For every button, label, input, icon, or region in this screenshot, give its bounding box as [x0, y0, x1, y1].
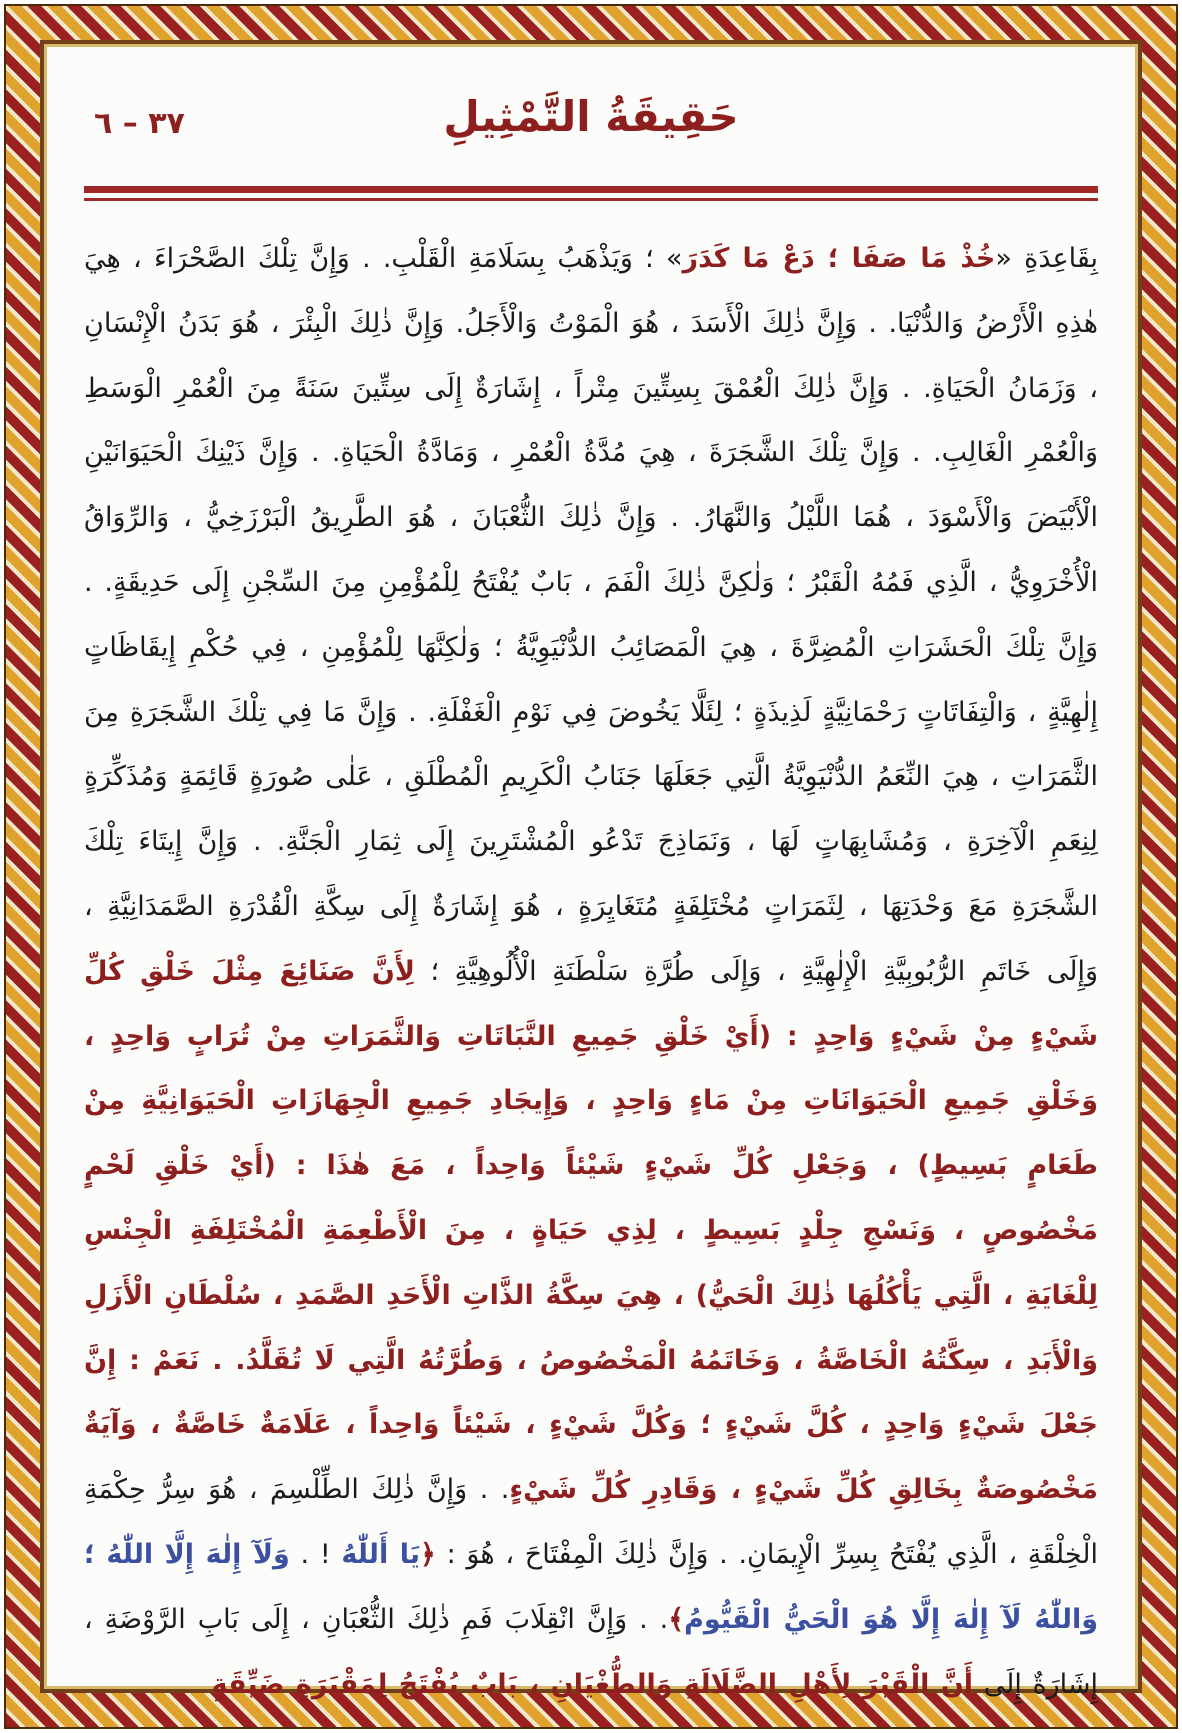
page-title: حَقِيقَةُ التَّمْثِيلِ — [443, 92, 739, 141]
body-text — [78, 227, 1104, 1717]
text-segment-ornament: ﴿ — [420, 1538, 436, 1570]
text-segment-black: . . وَإِنَّ انْقِلَابَ فَمِ ذٰلِكَ الثُّعْبَانِ ، إِلَى بَابِ الرَّوْضَةِ ، إِشَارَةٌ إِلَى — [84, 1603, 1098, 1700]
text-segment-blue: وَلَآ إِلٰهَ إِلَّا اللّٰهُ ؛ وَاللّٰهُ لَآ إِلٰهَ إِلَّا هُوَ الْحَيُّ الْقَيُّومُ — [84, 1538, 1098, 1635]
text-segment-black: . . وَإِنَّ ذٰلِكَ الطِّلْسِمَ ، هُوَ سِرُّ حِكْمَةِ الْخِلْقَةِ ، الَّذِي يُفْتَحُ بِسِرِّ الْإِيمَانِ. . وَإِنَّ ذٰلِكَ الْمِفْتَاحَ ، هُوَ : — [84, 1474, 1099, 1570]
text-segment-black: ! . — [289, 1538, 342, 1570]
text-segment-black: بِقَاعِدَةِ « — [995, 243, 1098, 274]
page-number: ٣٧ – ٦ — [94, 106, 185, 141]
text-segment-black: » ؛ وَيَذْهَبُ بِسَلَامَةِ الْقَلْبِ. . وَإِنَّ تِلْكَ الصَّحْرَاءَ ، هِيَ هٰذِهِ الْأَرْضُ وَالدُّنْيَا. . وَإِنَّ ذٰلِكَ الْأَسَدَ ، هُوَ الْمَوْتُ وَالْأَجَلُ. وَإِنَّ ذٰلِكَ الْبِئْرَ ، هُوَ بَدَنُ الْإِنْسَانِ ، وَزَمَانُ الْحَيَاةِ. . وَإِنَّ ذٰلِكَ الْعُمْقَ بِسِتِّينَ مِتْراً ، إِشَارَةٌ إِلَى سِتِّينَ سَنَةً مِنَ الْعُمْرِ الْوَسَطِ وَالْعُمْرِ الْغَالِبِ. . وَإِنَّ تِلْكَ الشَّجَرَةَ ، هِيَ مُدَّةُ الْعُمْرِ ، وَمَادَّةُ الْحَيَاةِ. . وَإِنَّ ذَيْنِكَ الْحَيَوَانَيْنِ الْأَبْيَضَ وَالْأَسْوَدَ ، هُمَا اللَّيْلُ وَالنَّهَارُ. . وَإِنَّ ذٰلِكَ الثُّعْبَانَ ، هُوَ الطَّرِيقُ الْبَرْزَخِيُّ ، وَالرِّوَاقُ الْأُخْرَوِيُّ ، الَّذِي فَمُهُ الْقَبْرُ ؛ وَلٰكِنَّ ذٰلِكَ الْفَمَ ، بَابٌ يُفْتَحُ لِلْمُؤْمِنِ مِنَ السِّجْنِ إِلَى حَدِيقَةٍ. . وَإِنَّ تِلْكَ الْحَشَرَاتِ الْمُضِرَّةَ ، هِيَ الْمَصَائِبُ الدُّنْيَوِيَّةُ ؛ وَلٰكِنَّهَا لِلْمُؤْمِنِ ، فِي حُكْمِ إِيقَاظَاتٍ إِلٰهِيَّةٍ ، وَالْتِفَاتَاتٍ رَحْمَانِيَّةٍ لَذِيذَةٍ ؛ لِئَلَّا يَخُوضَ فِي نَوْمِ الْغَفْلَةِ. . وَإِنَّ مَا فِي تِلْكَ الشَّجَرَةِ مِنَ الثَّمَرَاتِ ، هِيَ النِّعَمُ الدُّنْيَوِيَّةُ الَّتِي جَعَلَهَا جَنَابُ الْكَرِيمِ الْمُطْلَقِ ، عَلٰى صُورَةٍ قَائِمَةٍ وَمُذَكِّرَةٍ لِنِعَمِ الْآخِرَةِ ، وَمُشَابِهَاتٍ لَهَا ، وَنَمَاذِجَ تَدْعُو الْمُشْتَرِينَ إِلَى ثِمَارِ الْجَنَّةِ. . وَإِنَّ إِيتَاءَ تِلْكَ الشَّجَرَةِ مَعَ وَحْدَتِهَا ، لِثَمَرَاتٍ مُخْتَلِفَةٍ مُتَغَايِرَةٍ ، هُوَ إِشَارَةٌ إِلَى سِكَّةِ الْقُدْرَةِ الصَّمَدَانِيَّةِ ، وَإِلَى خَاتَمِ الرُّبُوبِيَّةِ الْإِلٰهِيَّةِ ، وَإِلَى طُرَّةِ سَلْطَنَةِ الْأُلُوهِيَّةِ ؛ — [84, 243, 1098, 987]
page-inner — [40, 40, 1142, 1700]
text-segment-blue: يَا أَللّٰهُ — [341, 1538, 421, 1570]
text-segment-red: أَنَّ الْقَبْرَ لِأَهْلِ الضَّلَالَةِ وَالطُّغْيَانِ ، بَابٌ يُفْتَحُ لِمَقْبَرَةٍ ضَيِّقَةٍ — [211, 1668, 974, 1700]
header-rule-thin — [84, 198, 1098, 201]
page-header — [78, 62, 1104, 172]
text-segment-red: لِأَنَّ صَنَائِعَ مِثْلَ خَلْقِ كُلِّ شَيْءٍ مِنْ شَيْءٍ وَاحِدٍ : (أَيْ خَلْقِ جَمِيعِ النَّبَاتَاتِ وَالثَّمَرَاتِ مِنْ تُرَابٍ وَاحِدٍ ، وَخَلْقِ جَمِيعِ الْحَيَوَانَاتِ مِنْ مَاءٍ وَاحِدٍ ، وَإِيجَادِ جَمِيعِ الْجِهَازَاتِ الْحَيَوَانِيَّةِ مِنْ طَعَامٍ بَسِيطٍ) ، وَجَعْلِ كُلِّ شَيْءٍ شَيْئاً وَاحِداً ، مَعَ هٰذَا : (أَيْ خَلْقِ لَحْمٍ مَخْصُوصٍ ، وَنَسْجِ جِلْدٍ بَسِيطٍ ، لِذِي حَيَاةٍ ، مِنَ الْأَطْعِمَةِ الْمُخْتَلِفَةِ الْجِنْسِ لِلْغَايَةِ ، الَّتِي يَأْكُلُهَا ذٰلِكَ الْحَيُّ) ، هِيَ سِكَّةُ الذَّاتِ الْأَحَدِ الصَّمَدِ ، سُلْطَانِ الْأَزَلِ وَالْأَبَدِ ، سِكَّتُهُ الْخَاصَّةُ ، وَخَاتَمُهُ الْمَخْصُوصُ ، وَطُرَّتُهُ الَّتِي لَا تُقَلَّدُ. . نَعَمْ : إِنَّ جَعْلَ شَيْءٍ وَاحِدٍ ، كُلَّ شَيْءٍ ؛ وَكُلَّ شَيْءٍ ، شَيْئاً وَاحِداً ، عَلَامَةٌ خَاصَّةٌ ، وَآيَةٌ مَخْصُوصَةٌ بِخَالِقِ كُلِّ شَيْءٍ ، وَقَادِرِ كُلِّ شَيْءٍ — [84, 955, 1098, 1506]
text-segment-red: خُذْ مَا صَفَا ؛ دَعْ مَا كَدَرَ — [682, 243, 996, 274]
text-segment-ornament: ﴾ — [668, 1603, 685, 1635]
header-rule-thick — [84, 186, 1098, 193]
